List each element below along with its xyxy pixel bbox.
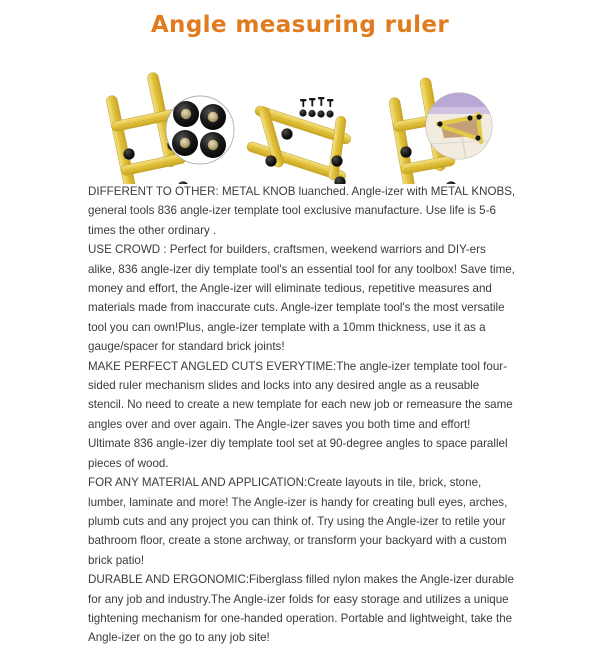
description-paragraph-durable-ergonomic: DURABLE AND ERGONOMIC:Fiberglass filled nylon makes the Angle-izer durable for any job and industry.The Angle-izer folds for easy storage and utilizes a unique tightening mechanism for one-handed operation. Portable and lightweight, take the Angle-izer on the go to any job site!	[88, 573, 514, 645]
page-title: Angle measuring ruler	[150, 12, 450, 38]
description-paragraph-different: DIFFERENT TO OTHER: METAL KNOB luanched. Angle-izer with METAL KNOBS, general tools 836 angle-izer template tool exclusive manufacture. Use life is 5-6 times the other ordinary .	[88, 185, 516, 237]
hardware-screws-washers	[299, 97, 333, 118]
description-paragraph-angled-cuts: MAKE PERFECT ANGLED CUTS EVERYTIME:The angle-izer template tool four-sided ruler mechanism slides and locks into any desired angle as a reusable stencil. No need to create a new template for each new job or remeasure the same angles over and over again. The Angle-izer saves you both time and effort! Ultimate 836 angle-izer diy template tool set at 90-degree angles to space parallel pieces of wood.	[88, 359, 513, 470]
tile-application-inset	[426, 93, 492, 160]
product-image-middle-ruler	[246, 105, 352, 184]
knob-detail-inset	[166, 96, 234, 164]
product-image-band	[0, 44, 600, 184]
product-description	[88, 182, 516, 648]
description-paragraph-use-crowd: USE CROWD : Perfect for builders, craftsmen, weekend warriors and DIY-ers alike, 836 angle-izer diy template tool's an essential tool for any toolbox! Save time, money and effort, the Angle-izer will eliminate tedious, repetitive measures and materials made from inaccurate cuts. Angle-izer template tool's the most versatile tool you can own!Plus, angle-izer template with a 10mm thickness, use it as a gauge/spacer for standard brick joints!	[88, 243, 515, 354]
description-paragraph-material-application: FOR ANY MATERIAL AND APPLICATION:Create layouts in tile, brick, stone, lumber, laminate and more! The Angle-izer is handy for creating bull eyes, arches, plumb cuts and any project you can think of. Try using the Angle-izer to retile your bathroom floor, create a stone archway, or transform your backyard with a custom brick patio!	[88, 476, 508, 567]
page-title-bar	[0, 0, 600, 44]
